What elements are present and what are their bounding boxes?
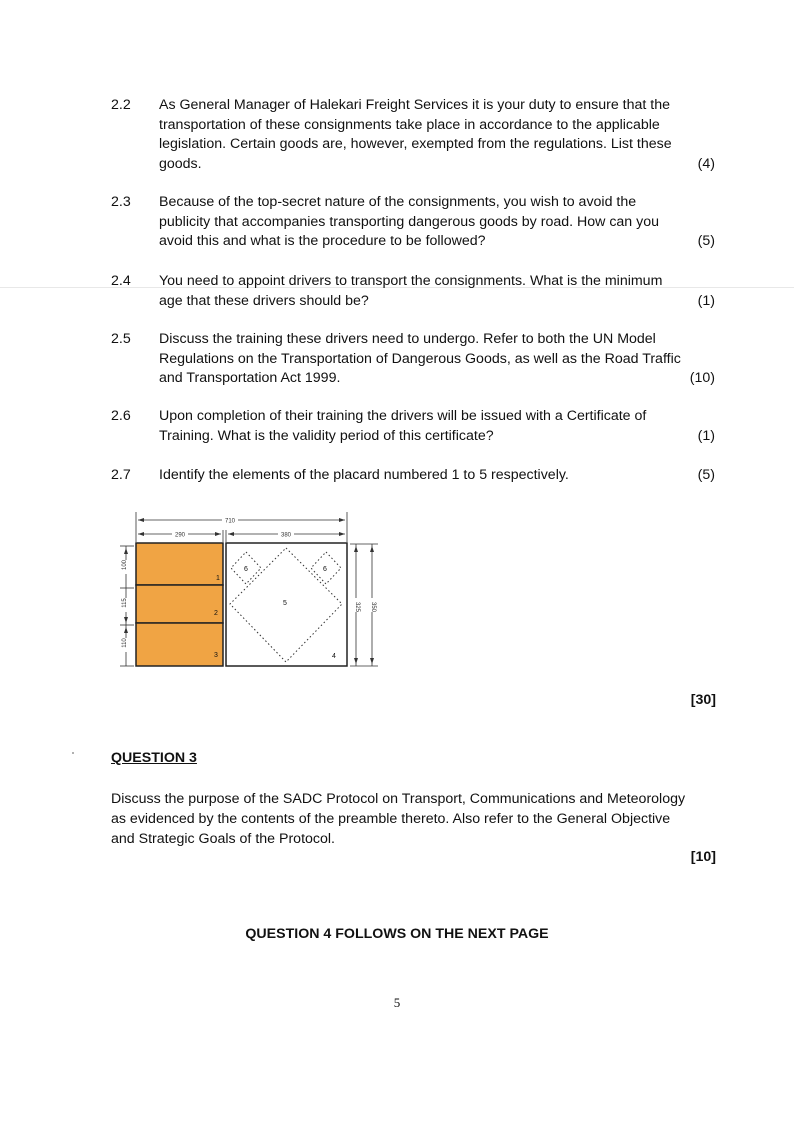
element-label-6-right: 6	[323, 566, 327, 573]
question-line: as evidenced by the contents of the preamble thereto. Also refer to the General Objective	[111, 811, 671, 827]
question-line: As General Manager of Halekari Freight Services it is your duty to ensure that the	[159, 97, 670, 113]
question-3-text	[111, 789, 717, 849]
element-label-5: 5	[283, 600, 287, 607]
question-2-6	[111, 407, 717, 447]
panel-2	[136, 585, 223, 623]
question-marks: (10)	[689, 370, 715, 386]
question-2-3	[111, 193, 717, 253]
question-number: 2.4	[111, 273, 131, 289]
question-line: and Strategic Goals of the Protocol.	[111, 831, 335, 847]
question-line: and Transportation Act 1999.	[159, 370, 341, 386]
question-2-7	[111, 466, 717, 486]
question-line: Identify the elements of the placard numbered 1 to 5 respectively.	[159, 467, 569, 483]
question-number: 2.6	[111, 408, 131, 424]
question-2-total: [30]	[690, 692, 716, 708]
question-number: 2.5	[111, 331, 131, 347]
placard-diagram	[110, 508, 385, 673]
dim-h3-label: 110	[122, 638, 128, 648]
element-label-2: 2	[214, 610, 218, 617]
dim-left-label: 290	[174, 532, 186, 539]
question-text	[159, 330, 715, 389]
question-text	[159, 272, 715, 311]
question-text	[159, 193, 715, 252]
dim-right-label: 380	[280, 532, 292, 539]
panel-3	[136, 623, 223, 666]
question-line: Upon completion of their training the drivers will be issued with a Certificate of	[159, 408, 647, 424]
element-label-1: 1	[216, 575, 220, 582]
question-text	[159, 407, 715, 446]
question-line: transportation of these consignments take place in accordance to the applicable	[159, 116, 660, 133]
dim-h2-label: 115	[122, 598, 128, 608]
question-3-total: [10]	[690, 849, 716, 865]
question-line: Regulations on the Transportation of Dangerous Goods, as well as the Road Traffic	[159, 350, 681, 367]
question-line: Training. What is the validity period of this certificate?	[159, 427, 494, 444]
question-line: age that these drivers should be?	[159, 292, 369, 309]
question-number: 2.2	[111, 97, 131, 113]
panel-1	[136, 543, 223, 585]
placard-panels	[136, 543, 223, 666]
question-line: legislation. Certain goods are, however, exempted from the regulations. List these	[159, 136, 672, 152]
dim-total-label: 710	[224, 518, 236, 525]
element-label-3: 3	[214, 652, 218, 659]
question-2-2	[111, 96, 717, 176]
question-line: Because of the top-secret nature of the consignments, you wish to avoid the	[159, 194, 637, 210]
question-line: Discuss the training these drivers need to undergo. Refer to both the UN Model	[159, 331, 656, 347]
element-label-6-left: 6	[244, 566, 248, 573]
page-number: 5	[393, 995, 401, 1010]
question-marks: (5)	[697, 233, 715, 249]
question-number: 2.3	[111, 194, 131, 210]
question-text	[159, 96, 715, 174]
question-marks: (5)	[697, 467, 715, 483]
question-2-4	[111, 272, 717, 312]
question-marks: (1)	[697, 292, 715, 309]
question-marks: (4)	[697, 155, 715, 172]
question-line: goods.	[159, 155, 202, 172]
question-line: You need to appoint drivers to transport the consignments. What is the minimum	[159, 273, 663, 289]
dim-v-inner-label: 325	[354, 601, 360, 613]
question-line: Discuss the purpose of the SADC Protocol on Transport, Communications and Meteorology	[111, 791, 686, 807]
question-line: avoid this and what is the procedure to be followed?	[159, 233, 486, 249]
question-number: 2.7	[111, 467, 131, 483]
dim-h1-label: 100	[122, 559, 128, 571]
question-3-heading: QUESTION 3	[111, 750, 197, 766]
question-text	[159, 466, 715, 486]
dim-v-outer-label: 350	[370, 601, 376, 613]
question-line: publicity that accompanies transporting dangerous goods by road. How can you	[159, 213, 660, 230]
scan-speck	[72, 752, 74, 754]
question-marks: (1)	[697, 427, 715, 444]
element-label-4: 4	[332, 653, 336, 660]
next-page-note: QUESTION 4 FOLLOWS ON THE NEXT PAGE	[245, 926, 549, 942]
question-2-5	[111, 330, 717, 390]
